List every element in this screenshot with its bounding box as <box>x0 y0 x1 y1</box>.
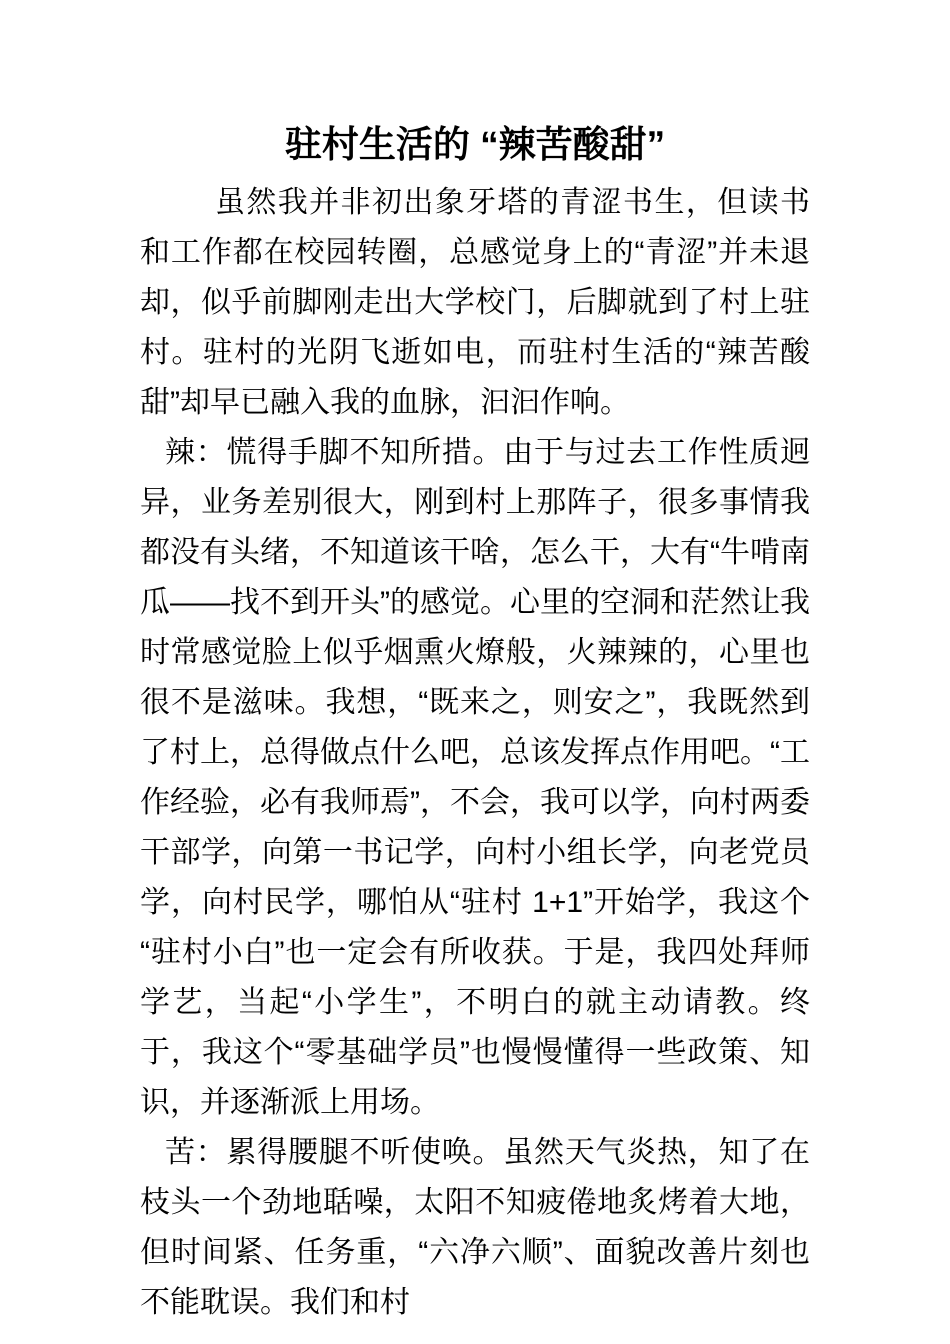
document-title: 驻村生活的 “辣苦酸甜” <box>284 124 666 165</box>
paragraph-intro: 虽然我并非初出象牙塔的青涩书生，但读书和工作都在校园转圈，总感觉身上的“青涩”并未退却，似乎前脚刚走出大学校门，后脚就到了村上驻村。驻村的光阴飞逝如电，而驻村生活的“辣苦酸甜”却早已融入我的血脉，汩汩作响。 <box>140 186 810 419</box>
paragraph-ku-bitter: 苦：累得腰腿不听使唤。虽然天气炎热，知了在枝头一个劲地聒噪，太阳不知疲倦地炙烤着大地，但时间紧、任务重，“六净六顺”、面貌改善片刻也不能耽误。我们和村 <box>140 1136 810 1319</box>
paragraph-la-spicy: 辣：慌得手脚不知所措。由于与过去工作性质迥异，业务差别很大，刚到村上那阵子，很多事情我都没有头绪，不知道该干啥，怎么干，大有“牛啃南瓜——找不到开头”的感觉。心里的空洞和茫然让我时常感觉脸上似乎烟熏火燎般，火辣辣的，心里也很不是滋味。我想，“既来之，则安之”，我既然到了村上，总得做点什么吧，总该发挥点作用吧。“工作经验，必有我师焉”，不会，我可以学，向村两委干部学，向第一书记学，向村小组长学，向老党员学，向村民学，哪怕从“驻村 1+1”开始学，我这个“驻村小白”也一定会有所收获。于是，我四处拜师学艺，当起“小学生”，不明白的就主动请教。终于，我这个“零基础学员”也慢慢懂得一些政策、知识，并逐渐派上用场。 <box>140 436 810 1119</box>
